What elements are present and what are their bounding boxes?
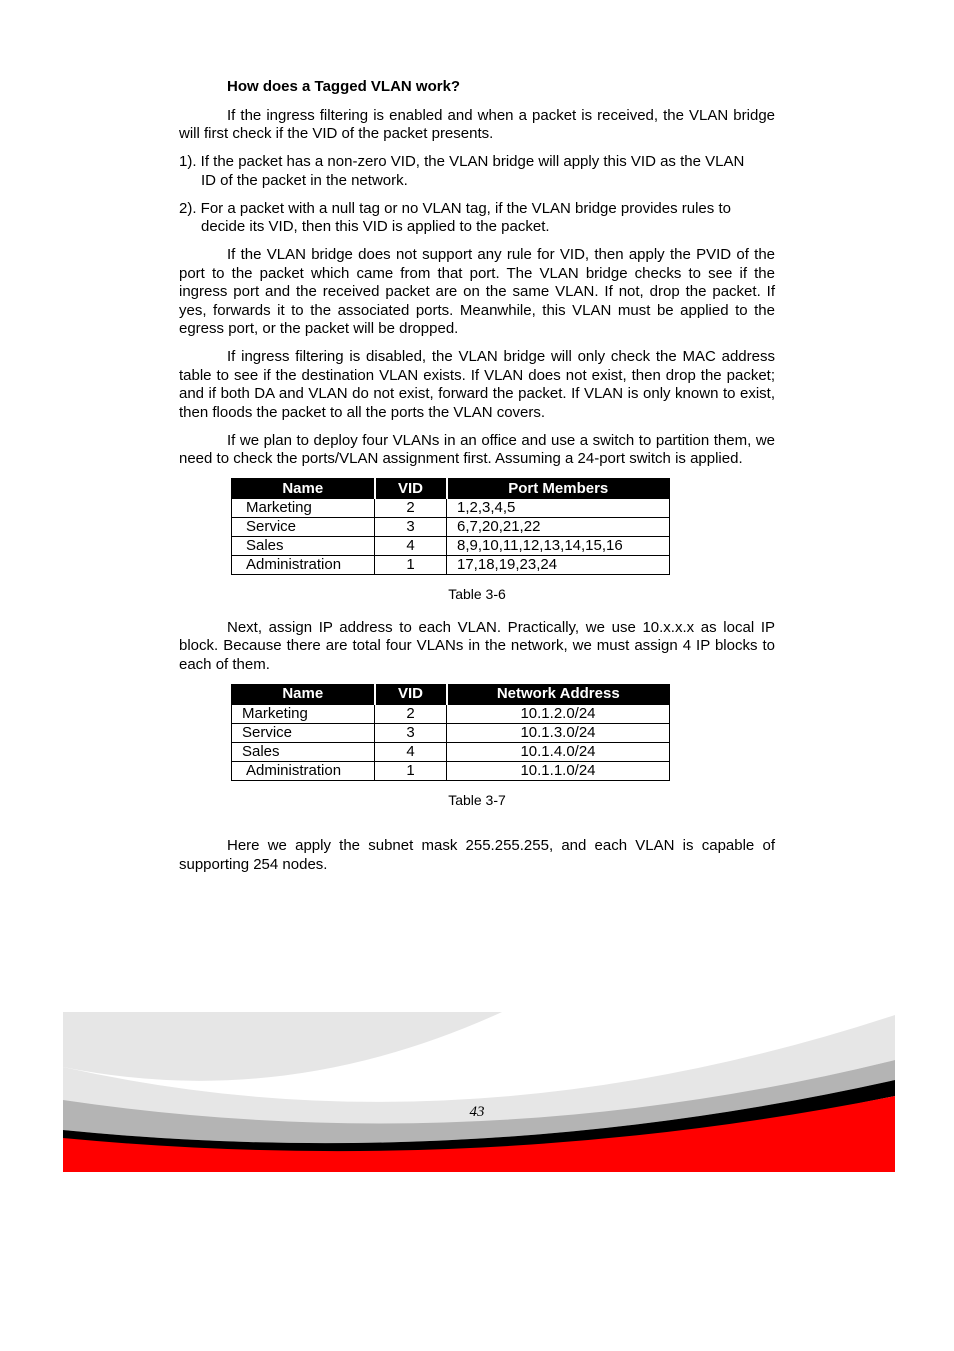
cell-vid: 1 <box>375 556 447 575</box>
table-row <box>232 704 670 723</box>
header-network-address: Network Address <box>447 684 670 704</box>
cell-network-address: 10.1.4.0/24 <box>447 742 670 761</box>
table-header-row <box>232 479 670 499</box>
paragraph-pvid: If the VLAN bridge does not support any rule for VID, then apply the PVID of the port to the packet which came from that port. The VLAN bridge checks to see if the ingress port and the received packet are on the same VLAN. If not, drop the packet. If yes, forwards it to the associated ports. Meanwhile, this VLAN must be applied to the egress port, or the packet will be dropped. <box>179 246 775 337</box>
paragraph-assign-ip: Next, assign IP address to each VLAN. Practically, we use 10.x.x.x as local IP block. Because there are total four VLANs in the network, we must assign 4 IP blocks to each of them. <box>179 618 775 673</box>
section-heading: How does a Tagged VLAN work? <box>227 78 461 95</box>
cell-name: Administration <box>232 761 375 780</box>
cell-network-address: 10.1.3.0/24 <box>447 723 670 742</box>
header-name: Name <box>232 479 375 499</box>
cell-network-address: 10.1.1.0/24 <box>447 761 670 780</box>
paragraph-ingress-disabled: If ingress filtering is disabled, the VLAN bridge will only check the MAC address table to see if the destination VLAN exists. If VLAN does not exist, then drop the packet; and if both DA and VLAN do not exist, forward the packet. If VLAN is only known to exist, then floods the packet to all the ports the VLAN covers. <box>179 348 775 421</box>
paragraph-subnet-mask: Here we apply the subnet mask 255.255.255, and each VLAN is capable of supporting 254 nodes. <box>179 837 775 873</box>
cell-name: Marketing <box>232 499 375 518</box>
cell-network-address: 10.1.2.0/24 <box>447 704 670 723</box>
table-caption-3-6: Table 3-6 <box>448 586 506 602</box>
table-row <box>232 761 670 780</box>
table-caption-3-7: Table 3-7 <box>448 791 506 808</box>
cell-vid: 2 <box>375 704 447 723</box>
table-header-row <box>232 684 670 704</box>
table-row <box>232 518 670 537</box>
header-vid: VID <box>375 684 447 704</box>
list-item-1-line1: 1). If the packet has a non-zero VID, the VLAN bridge will apply this VID as the VLAN <box>179 153 745 170</box>
cell-port-members: 8,9,10,11,12,13,14,15,16 <box>447 537 670 556</box>
header-port-members: Port Members <box>447 479 670 499</box>
footer-swoosh-graphic <box>63 1012 895 1172</box>
table-row <box>232 723 670 742</box>
table-row <box>232 556 670 575</box>
cell-name: Sales <box>232 537 375 556</box>
cell-name: Marketing <box>232 704 375 723</box>
header-vid: VID <box>375 479 447 499</box>
page-number: 43 <box>469 1104 485 1120</box>
cell-vid: 4 <box>375 742 447 761</box>
cell-vid: 1 <box>375 761 447 780</box>
cell-vid: 3 <box>375 518 447 537</box>
document-body <box>179 78 775 884</box>
cell-port-members: 1,2,3,4,5 <box>447 499 670 518</box>
table-row <box>232 537 670 556</box>
cell-name: Service <box>232 723 375 742</box>
cell-vid: 4 <box>375 537 447 556</box>
list-item-2: 2). For a packet with a null tag or no VLAN tag, if the VLAN bridge provides rules to decide its VID, then this VID is applied to the packet. <box>179 199 731 235</box>
cell-name: Sales <box>232 742 375 761</box>
port-members-table <box>231 478 670 575</box>
table-row <box>232 499 670 518</box>
cell-name: Service <box>232 518 375 537</box>
table-row <box>232 742 670 761</box>
paragraph-deploy-vlans: If we plan to deploy four VLANs in an office and use a switch to partition them, we need to check the ports/VLAN assignment first. Assuming a 24-port switch is applied. <box>179 431 775 467</box>
cell-vid: 2 <box>375 499 447 518</box>
header-name: Name <box>232 684 375 704</box>
cell-vid: 3 <box>375 723 447 742</box>
paragraph-ingress-enabled: If the ingress filtering is enabled and when a packet is received, the VLAN bridge will first check if the VID of the packet presents. <box>179 106 775 142</box>
cell-port-members: 17,18,19,23,24 <box>447 556 670 575</box>
cell-name: Administration <box>232 556 375 575</box>
list-item-1 <box>179 153 775 190</box>
cell-port-members: 6,7,20,21,22 <box>447 518 670 537</box>
list-item-1-line2: ID of the packet in the network. <box>201 171 408 189</box>
network-address-table <box>231 684 670 781</box>
